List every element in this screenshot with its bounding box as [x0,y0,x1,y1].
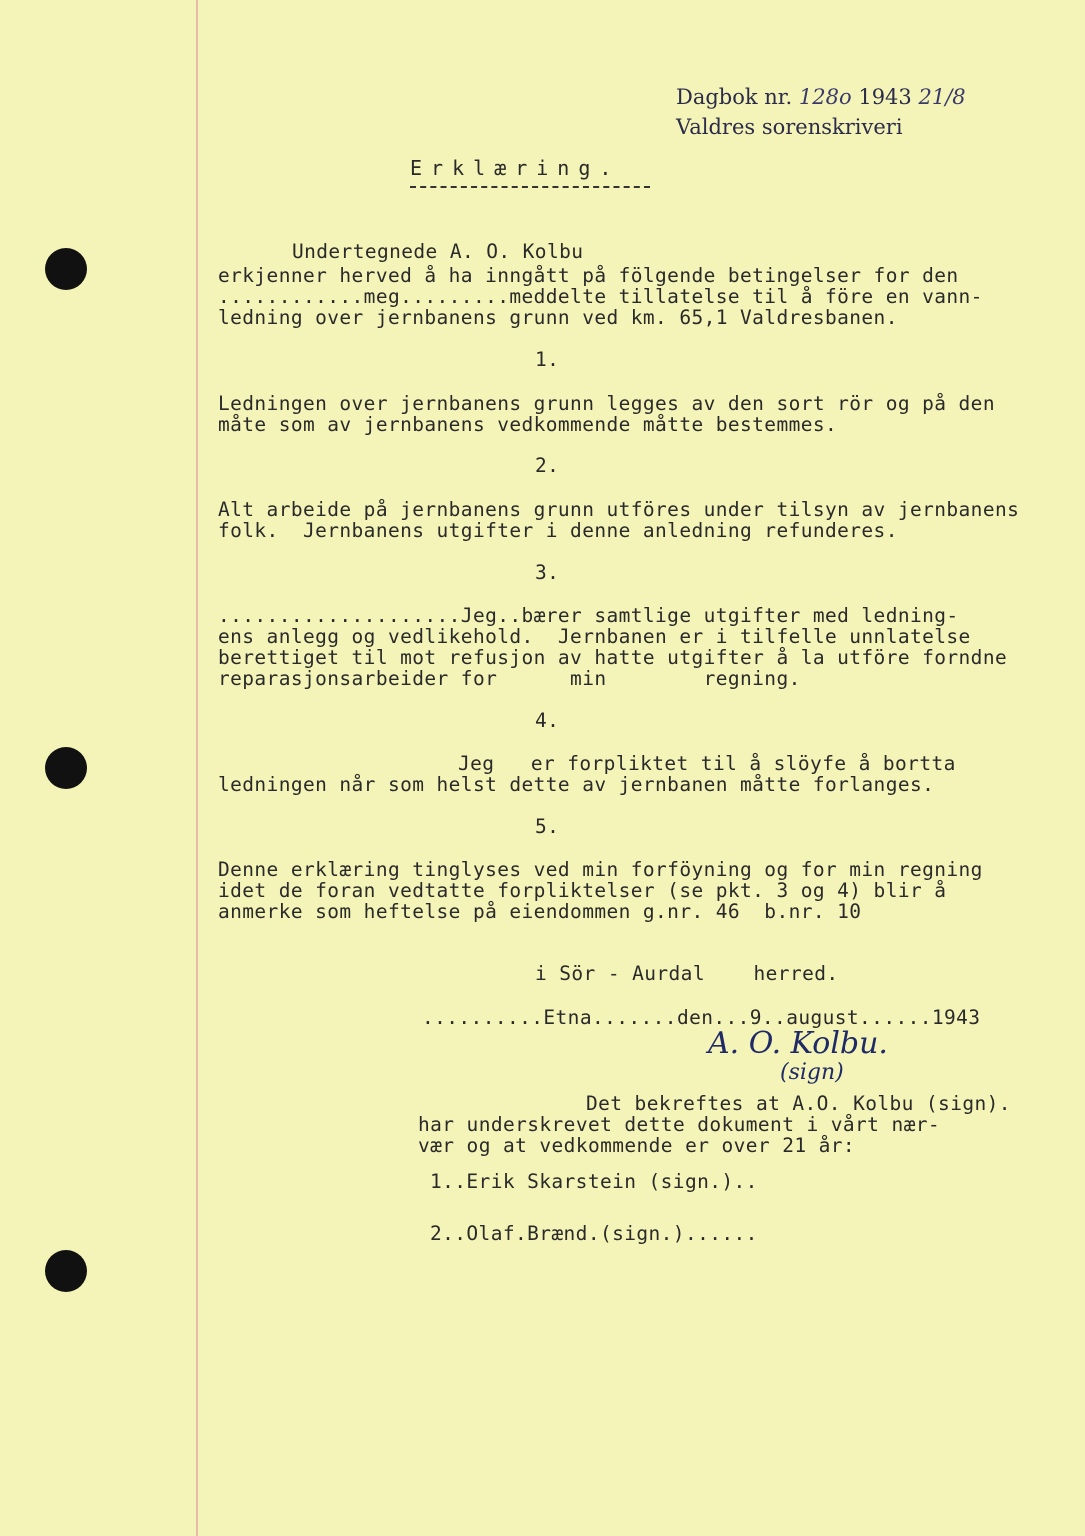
section-1-line-1: Ledningen over jernbanens grunn legges av den sort rör og på den [218,392,995,415]
section-5-line-2: idet de foran vedtatte forpliktelser (se pkt. 3 og 4) blir å [218,879,947,902]
section-number-5: 5. [535,815,560,838]
section-5-line-3: anmerke som heftelse på eiendommen g.nr. 46 b.nr. 10 [218,900,862,923]
section-1-line-2: måte som av jernbanens vedkommende måtte bestemmes. [218,413,838,436]
diary-stamp [676,82,966,142]
punch-hole-middle [45,747,87,789]
section-number-3: 3. [535,561,560,584]
stamp-prefix: Dagbok nr. [676,85,793,109]
witness-line-1: Det bekreftes at A.O. Kolbu (sign). [586,1092,1011,1115]
section-number-4: 4. [535,709,560,732]
section-4-line-1: Jeg er forpliktet til å slöyfe å bortta [458,752,956,775]
stamp-office: Valdres sorenskriveri [676,115,903,139]
section-3-line-4: reparasjonsarbeider for min regning. [218,667,801,690]
witness-1: 1..Erik Skarstein (sign.).. [430,1170,758,1193]
intro-line-1: Undertegnede A. O. Kolbu [292,240,584,263]
intro-line-4: ledning over jernbanens grunn ved km. 65,1 Valdresbanen. [218,306,898,329]
section-5-line-1: Denne erklæring tinglyses ved min forföyning og for min regning [218,858,983,881]
stamp-date: 21/8 [918,85,966,109]
witness-line-2: har underskrevet dette dokument i vårt nær- [418,1113,941,1136]
punch-hole-top [45,248,87,290]
intro-line-3: ............meg.........meddelte tillatelse til å före en vann- [218,285,983,308]
journal-number: 128o [798,85,852,109]
section-2-line-1: Alt arbeide på jernbanens grunn utföres under tilsyn av jernbanens [218,498,1020,521]
section-number-2: 2. [535,454,560,477]
witness-line-3: vær og at vedkommende er over 21 år: [418,1134,856,1157]
title-underline [410,186,650,188]
section-3-line-1: ....................Jeg..bærer samtlige utgifter med ledning- [218,604,959,627]
section-4-line-2: ledningen når som helst dette av jernbanen måtte forlanges. [218,773,935,796]
punch-hole-bottom [45,1250,87,1292]
handwritten-signature: A. O. Kolbu. [708,1026,888,1061]
section-3-line-2: ens anlegg og vedlikehold. Jernbanen er i tilfelle unnlatelse [218,625,971,648]
intro-line-2: erkjenner herved å ha inngått på fölgende betingelser for den [218,264,959,287]
place-date-line: ..........Etna.......den...9..august......1943 [422,1006,981,1029]
witness-2: 2..Olaf.Brænd.(sign.)...... [430,1222,758,1245]
signature-note: (sign) [780,1060,844,1085]
margin-rule [196,0,198,1536]
municipality-line: i Sör - Aurdal herred. [535,962,839,985]
section-3-line-3: berettiget til mot refusjon av hatte utgifter å la utföre forndne [218,646,1008,669]
section-number-1: 1. [535,348,560,371]
section-2-line-2: folk. Jernbanens utgifter i denne anledning refunderes. [218,519,898,542]
stamp-year: 1943 [858,85,912,109]
document-title: Erklæring. [410,156,621,180]
